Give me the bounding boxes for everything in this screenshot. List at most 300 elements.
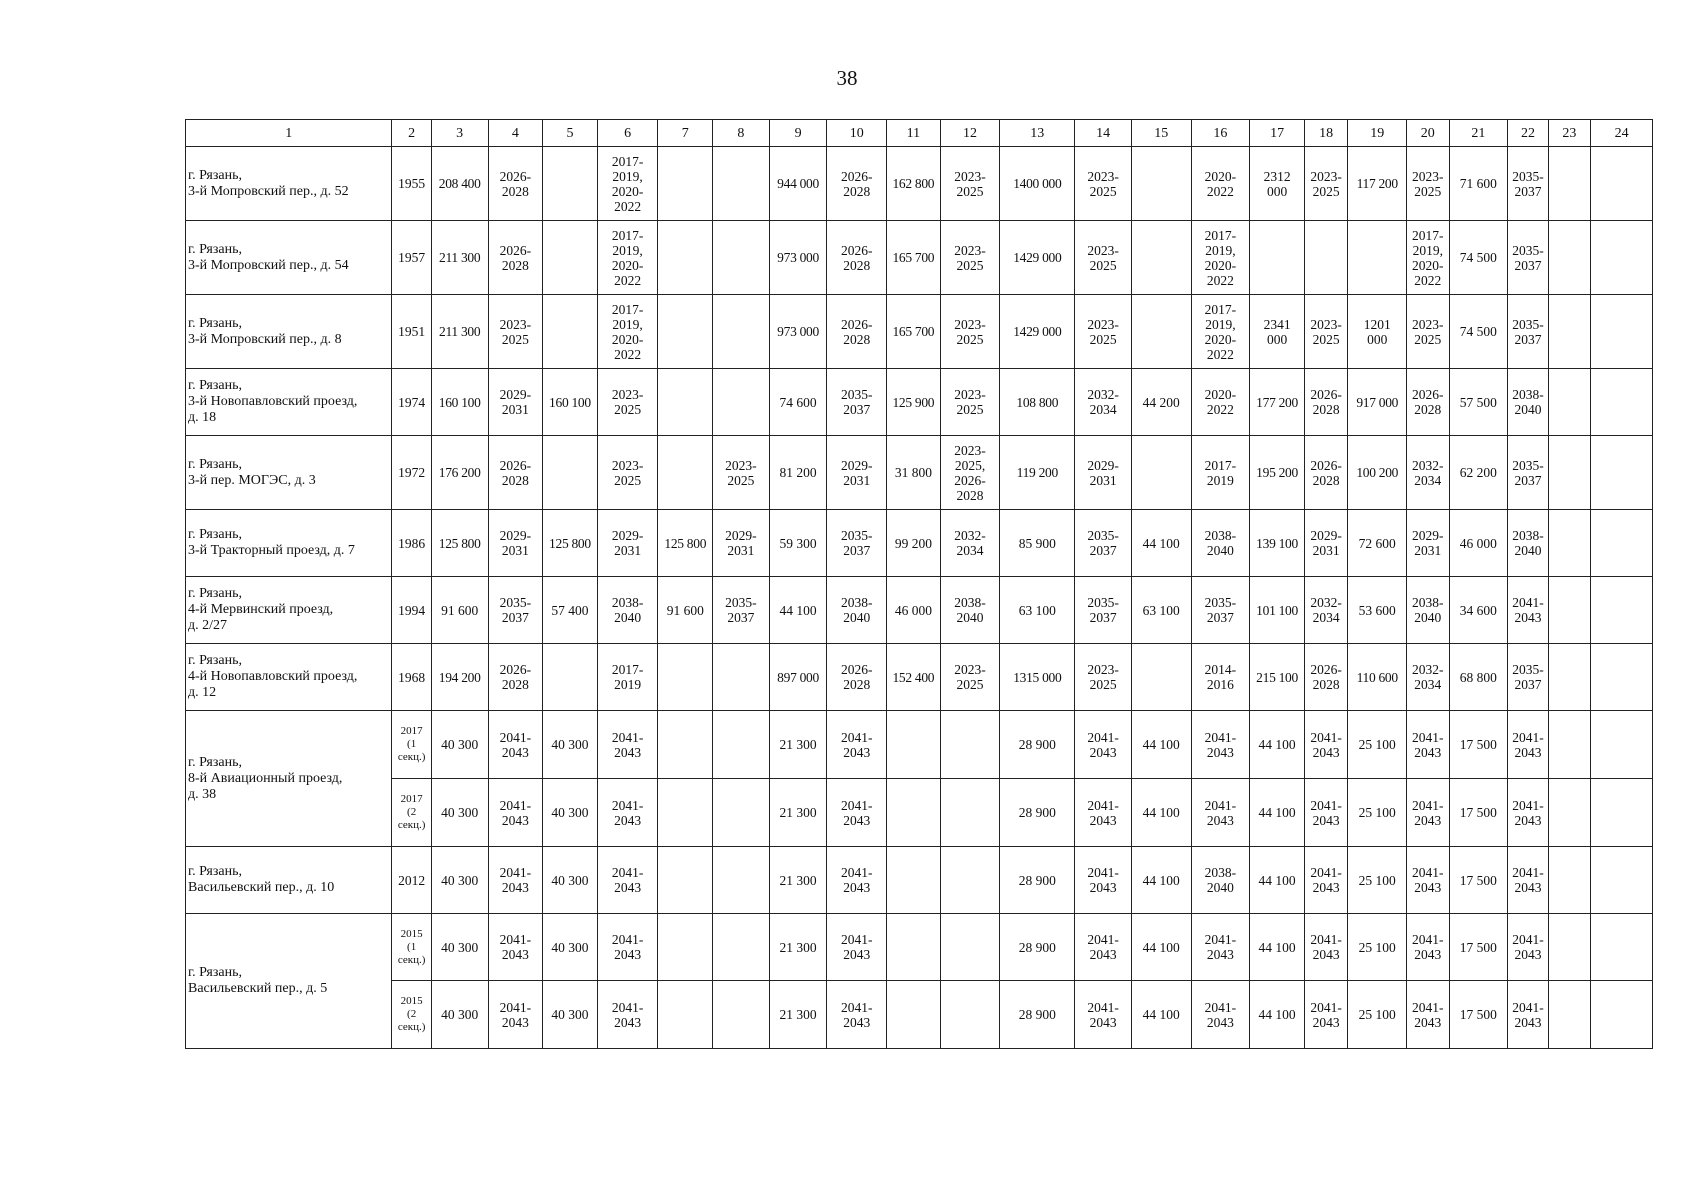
table-cell: 2035- 2037 [713, 577, 770, 644]
table-cell [713, 981, 770, 1049]
table-cell: 1951 [392, 295, 431, 369]
table-cell: 40 300 [431, 981, 488, 1049]
table-cell: 2029- 2031 [1407, 510, 1449, 577]
table-cell: 2029- 2031 [597, 510, 658, 577]
table-cell [940, 914, 1000, 981]
table-cell: 2041- 2043 [1304, 981, 1348, 1049]
table-cell: 44 100 [1250, 779, 1305, 847]
table-cell: 2023- 2025 [1075, 295, 1132, 369]
table-cell: 57 400 [543, 577, 598, 644]
table-cell: 1400 000 [1000, 147, 1075, 221]
table-cell: 2017 (2 секц.) [392, 779, 431, 847]
table-cell [1548, 711, 1590, 779]
table-cell: 2038- 2040 [1508, 510, 1548, 577]
col-header: 24 [1591, 120, 1653, 147]
table-cell: 40 300 [431, 779, 488, 847]
table-cell: 2023- 2025 [1075, 221, 1132, 295]
col-header: 4 [488, 120, 543, 147]
table-cell: 1974 [392, 369, 431, 436]
table-cell: 2035- 2037 [1508, 221, 1548, 295]
table-cell: 2032- 2034 [940, 510, 1000, 577]
table-cell [1591, 295, 1653, 369]
table-cell: 2035- 2037 [488, 577, 543, 644]
table-cell: 40 300 [543, 711, 598, 779]
table-cell: 2014- 2016 [1191, 644, 1250, 711]
table-cell: 72 600 [1348, 510, 1407, 577]
address-cell: г. Рязань, 4-й Новопавловский проезд, д. 12 [186, 644, 392, 711]
table-cell [1548, 295, 1590, 369]
table-cell: 74 600 [769, 369, 827, 436]
table-cell: 2017- 2019 [597, 644, 658, 711]
table-cell: 2032- 2034 [1304, 577, 1348, 644]
address-cell: г. Рязань, 3-й Мопровский пер., д. 8 [186, 295, 392, 369]
table-cell [887, 779, 941, 847]
table-cell: 1315 000 [1000, 644, 1075, 711]
table-cell: 119 200 [1000, 436, 1075, 510]
table-cell: 2017- 2019, 2020- 2022 [597, 221, 658, 295]
table-cell: 2017- 2019 [1191, 436, 1250, 510]
table-cell: 944 000 [769, 147, 827, 221]
table-cell [658, 981, 713, 1049]
table-row [186, 369, 1653, 436]
table-cell [1250, 221, 1305, 295]
table-cell: 917 000 [1348, 369, 1407, 436]
table-cell: 2015 (1 секц.) [392, 914, 431, 981]
table-cell: 81 200 [769, 436, 827, 510]
table-cell: 44 100 [1250, 914, 1305, 981]
table-cell [658, 436, 713, 510]
table-cell [1131, 295, 1191, 369]
table-cell [940, 847, 1000, 914]
col-header: 3 [431, 120, 488, 147]
table-cell [1591, 436, 1653, 510]
table-cell [658, 711, 713, 779]
table-cell: 2023- 2025, 2026- 2028 [940, 436, 1000, 510]
table-body [186, 147, 1653, 1049]
table-cell [887, 914, 941, 981]
table-cell: 2035- 2037 [1508, 295, 1548, 369]
table-cell: 2023- 2025 [1075, 644, 1132, 711]
table-cell: 44 100 [1250, 711, 1305, 779]
table-cell [1548, 510, 1590, 577]
table-cell: 2038- 2040 [940, 577, 1000, 644]
table-cell [713, 221, 770, 295]
table-cell: 2026- 2028 [827, 295, 887, 369]
table-cell: 176 200 [431, 436, 488, 510]
table-cell [1548, 914, 1590, 981]
table-cell: 2041- 2043 [1304, 847, 1348, 914]
table-cell [1548, 981, 1590, 1049]
table-cell: 44 100 [1250, 847, 1305, 914]
table-cell: 17 500 [1449, 847, 1508, 914]
col-header: 22 [1508, 120, 1548, 147]
table-cell: 973 000 [769, 295, 827, 369]
table-cell: 110 600 [1348, 644, 1407, 711]
table-cell: 152 400 [887, 644, 941, 711]
col-header: 21 [1449, 120, 1508, 147]
table-row [186, 577, 1653, 644]
table-cell: 208 400 [431, 147, 488, 221]
table-cell [658, 779, 713, 847]
table-cell: 74 500 [1449, 295, 1508, 369]
table-cell: 2023- 2025 [1075, 147, 1132, 221]
table-cell [713, 914, 770, 981]
table-cell: 1994 [392, 577, 431, 644]
table-cell: 2038- 2040 [1508, 369, 1548, 436]
table-cell: 2023- 2025 [940, 644, 1000, 711]
table-cell: 25 100 [1348, 711, 1407, 779]
table-row [186, 436, 1653, 510]
table-cell [1591, 577, 1653, 644]
table-cell [940, 981, 1000, 1049]
table-cell: 91 600 [431, 577, 488, 644]
table-row [186, 981, 1653, 1049]
table-cell: 2023- 2025 [940, 221, 1000, 295]
table-cell: 40 300 [431, 711, 488, 779]
table-cell: 2015 (2 секц.) [392, 981, 431, 1049]
table-cell: 1429 000 [1000, 295, 1075, 369]
table-cell [1591, 981, 1653, 1049]
table-cell [1591, 369, 1653, 436]
table-cell: 2041- 2043 [1508, 711, 1548, 779]
table-cell: 2041- 2043 [1191, 981, 1250, 1049]
table-cell [658, 295, 713, 369]
table-cell [1131, 147, 1191, 221]
table-cell: 1955 [392, 147, 431, 221]
table-row [186, 147, 1653, 221]
address-cell: г. Рязань, 3-й Мопровский пер., д. 52 [186, 147, 392, 221]
table-cell: 108 800 [1000, 369, 1075, 436]
table-cell: 215 100 [1250, 644, 1305, 711]
table-cell: 165 700 [887, 295, 941, 369]
table-cell: 44 100 [1131, 847, 1191, 914]
col-header: 17 [1250, 120, 1305, 147]
table-cell: 139 100 [1250, 510, 1305, 577]
table-cell: 2035- 2037 [1508, 644, 1548, 711]
table-cell: 91 600 [658, 577, 713, 644]
address-cell: г. Рязань, 3-й Тракторный проезд, д. 7 [186, 510, 392, 577]
table-row [186, 510, 1653, 577]
table-cell [940, 779, 1000, 847]
table-cell: 2020- 2022 [1191, 147, 1250, 221]
table-cell: 2041- 2043 [1508, 779, 1548, 847]
table-cell [1591, 914, 1653, 981]
table-row [186, 295, 1653, 369]
table-row [186, 779, 1653, 847]
table-cell: 2041- 2043 [1407, 847, 1449, 914]
table-cell: 2041- 2043 [1304, 779, 1348, 847]
table-row [186, 221, 1653, 295]
table-cell [1591, 847, 1653, 914]
table-cell: 2023- 2025 [1407, 147, 1449, 221]
table-cell: 21 300 [769, 779, 827, 847]
table-cell [887, 847, 941, 914]
table-cell [887, 711, 941, 779]
table-cell: 2029- 2031 [1075, 436, 1132, 510]
table-cell: 2035- 2037 [827, 369, 887, 436]
table-cell: 2035- 2037 [1191, 577, 1250, 644]
table-cell [1548, 847, 1590, 914]
table-cell: 2023- 2025 [713, 436, 770, 510]
col-header: 9 [769, 120, 827, 147]
table-cell: 59 300 [769, 510, 827, 577]
table-cell: 40 300 [543, 779, 598, 847]
table-cell [543, 221, 598, 295]
table-cell: 53 600 [1348, 577, 1407, 644]
table-cell: 2023- 2025 [940, 369, 1000, 436]
table-cell: 2026- 2028 [488, 221, 543, 295]
table-cell: 2041- 2043 [827, 914, 887, 981]
table-cell: 2041- 2043 [1407, 779, 1449, 847]
table-cell: 2035- 2037 [1508, 436, 1548, 510]
table-cell [658, 369, 713, 436]
table-cell: 62 200 [1449, 436, 1508, 510]
table-cell [543, 147, 598, 221]
table-cell: 40 300 [431, 847, 488, 914]
table-cell: 85 900 [1000, 510, 1075, 577]
table-cell: 46 000 [887, 577, 941, 644]
table-cell: 63 100 [1131, 577, 1191, 644]
table-cell: 211 300 [431, 221, 488, 295]
table-cell: 2041- 2043 [1407, 914, 1449, 981]
table-cell [1548, 644, 1590, 711]
table-cell: 28 900 [1000, 914, 1075, 981]
table-cell: 2029- 2031 [713, 510, 770, 577]
table-cell [658, 914, 713, 981]
table-cell: 2026- 2028 [827, 147, 887, 221]
table-cell [1591, 147, 1653, 221]
table-cell: 2035- 2037 [1075, 510, 1132, 577]
table-cell: 2312 000 [1250, 147, 1305, 221]
table-cell: 2041- 2043 [488, 981, 543, 1049]
table-cell: 2041- 2043 [1191, 779, 1250, 847]
table-cell: 2023- 2025 [597, 436, 658, 510]
col-header: 14 [1075, 120, 1132, 147]
table-cell: 2017- 2019, 2020- 2022 [1407, 221, 1449, 295]
table-cell [713, 711, 770, 779]
table-cell: 211 300 [431, 295, 488, 369]
table-cell: 2041- 2043 [827, 981, 887, 1049]
table-cell: 17 500 [1449, 981, 1508, 1049]
table-cell [940, 711, 1000, 779]
table-cell: 2026- 2028 [1304, 436, 1348, 510]
table-cell: 2029- 2031 [827, 436, 887, 510]
table-cell [1131, 644, 1191, 711]
table-cell [1131, 221, 1191, 295]
table-cell: 165 700 [887, 221, 941, 295]
table-cell: 2029- 2031 [488, 369, 543, 436]
table-cell: 68 800 [1449, 644, 1508, 711]
table-cell: 2026- 2028 [827, 221, 887, 295]
table-cell [1591, 711, 1653, 779]
col-header: 7 [658, 120, 713, 147]
table-cell [1548, 369, 1590, 436]
table-cell: 25 100 [1348, 779, 1407, 847]
col-header: 15 [1131, 120, 1191, 147]
col-header: 16 [1191, 120, 1250, 147]
table-cell [543, 436, 598, 510]
table-cell: 195 200 [1250, 436, 1305, 510]
table-cell: 17 500 [1449, 711, 1508, 779]
table-cell: 2017- 2019, 2020- 2022 [597, 295, 658, 369]
table-cell: 2023- 2025 [488, 295, 543, 369]
table-cell [658, 147, 713, 221]
table-cell: 44 100 [1131, 779, 1191, 847]
table-cell: 2041- 2043 [597, 981, 658, 1049]
table-cell: 2035- 2037 [1075, 577, 1132, 644]
table-cell [1548, 577, 1590, 644]
address-cell: г. Рязань, Васильевский пер., д. 10 [186, 847, 392, 914]
table-cell: 2041- 2043 [1407, 981, 1449, 1049]
table-cell: 2038- 2040 [827, 577, 887, 644]
table-cell: 40 300 [543, 981, 598, 1049]
table-row [186, 914, 1653, 981]
table-cell: 2029- 2031 [1304, 510, 1348, 577]
col-header: 23 [1548, 120, 1590, 147]
table-cell: 44 100 [1131, 510, 1191, 577]
table-cell: 2041- 2043 [1075, 914, 1132, 981]
table-cell: 177 200 [1250, 369, 1305, 436]
table-cell: 44 100 [769, 577, 827, 644]
table-cell: 2041- 2043 [827, 711, 887, 779]
table-cell: 34 600 [1449, 577, 1508, 644]
table-cell: 1986 [392, 510, 431, 577]
table-cell: 1968 [392, 644, 431, 711]
table-cell: 2035- 2037 [827, 510, 887, 577]
table-cell: 71 600 [1449, 147, 1508, 221]
table-cell: 2041- 2043 [1075, 981, 1132, 1049]
table-cell [713, 369, 770, 436]
table-row [186, 644, 1653, 711]
table-cell: 28 900 [1000, 711, 1075, 779]
table-cell: 160 100 [431, 369, 488, 436]
table-cell: 125 800 [543, 510, 598, 577]
table-cell: 21 300 [769, 981, 827, 1049]
table-cell: 2017- 2019, 2020- 2022 [1191, 295, 1250, 369]
table-cell: 17 500 [1449, 779, 1508, 847]
table-cell: 2041- 2043 [488, 779, 543, 847]
table-cell: 25 100 [1348, 981, 1407, 1049]
table-cell: 63 100 [1000, 577, 1075, 644]
table-cell [1548, 779, 1590, 847]
table-cell: 2041- 2043 [1075, 847, 1132, 914]
table-cell [1304, 221, 1348, 295]
table-cell: 2038- 2040 [1407, 577, 1449, 644]
table-cell [1131, 436, 1191, 510]
table-cell: 2041- 2043 [488, 914, 543, 981]
table-cell [658, 221, 713, 295]
table-cell: 2041- 2043 [597, 914, 658, 981]
table-cell: 1429 000 [1000, 221, 1075, 295]
address-cell: г. Рязань, 3-й Мопровский пер., д. 54 [186, 221, 392, 295]
col-header: 19 [1348, 120, 1407, 147]
table-cell: 162 800 [887, 147, 941, 221]
col-header: 13 [1000, 120, 1075, 147]
table-cell: 2032- 2034 [1075, 369, 1132, 436]
col-header: 12 [940, 120, 1000, 147]
table-row [186, 847, 1653, 914]
table-cell [1348, 221, 1407, 295]
table-cell [1548, 436, 1590, 510]
table-cell: 2026- 2028 [1304, 644, 1348, 711]
table-cell: 2041- 2043 [1304, 711, 1348, 779]
table-cell: 40 300 [431, 914, 488, 981]
col-header: 5 [543, 120, 598, 147]
table-cell: 2023- 2025 [1407, 295, 1449, 369]
table-cell [713, 147, 770, 221]
table-cell: 2041- 2043 [1508, 981, 1548, 1049]
table-cell: 2020- 2022 [1191, 369, 1250, 436]
table-cell: 2041- 2043 [1191, 711, 1250, 779]
table-cell [1591, 779, 1653, 847]
table-cell: 2023- 2025 [1304, 295, 1348, 369]
table-cell: 194 200 [431, 644, 488, 711]
table-cell: 2041- 2043 [827, 847, 887, 914]
table-cell: 2041- 2043 [488, 711, 543, 779]
table-cell: 57 500 [1449, 369, 1508, 436]
table-cell: 99 200 [887, 510, 941, 577]
table-cell [713, 779, 770, 847]
table-cell: 31 800 [887, 436, 941, 510]
table-cell: 25 100 [1348, 914, 1407, 981]
table-cell: 2041- 2043 [1304, 914, 1348, 981]
table-cell: 2041- 2043 [597, 847, 658, 914]
table-cell: 2032- 2034 [1407, 644, 1449, 711]
table-cell: 2026- 2028 [1304, 369, 1348, 436]
table-cell: 2026- 2028 [1407, 369, 1449, 436]
table-cell: 2012 [392, 847, 431, 914]
table-cell: 28 900 [1000, 779, 1075, 847]
table-cell [1548, 147, 1590, 221]
table-cell: 2026- 2028 [488, 147, 543, 221]
address-cell: г. Рязань, 4-й Мервинский проезд, д. 2/27 [186, 577, 392, 644]
table-cell: 40 300 [543, 847, 598, 914]
table-cell [1591, 221, 1653, 295]
table-cell: 2038- 2040 [597, 577, 658, 644]
table-cell: 2017- 2019, 2020- 2022 [597, 147, 658, 221]
col-header: 18 [1304, 120, 1348, 147]
table-cell: 2341 000 [1250, 295, 1305, 369]
table-cell: 2041- 2043 [597, 779, 658, 847]
col-header: 2 [392, 120, 431, 147]
table-cell: 2023- 2025 [940, 295, 1000, 369]
table-cell: 2041- 2043 [597, 711, 658, 779]
address-cell: г. Рязань, 8-й Авиационный проезд, д. 38 [186, 711, 392, 847]
table-cell: 101 100 [1250, 577, 1305, 644]
table-cell [543, 295, 598, 369]
table-cell: 2041- 2043 [488, 847, 543, 914]
table-cell: 2041- 2043 [1508, 577, 1548, 644]
table-cell: 973 000 [769, 221, 827, 295]
table-cell: 2035- 2037 [1508, 147, 1548, 221]
col-header: 10 [827, 120, 887, 147]
table-cell: 2041- 2043 [1407, 711, 1449, 779]
table-cell: 21 300 [769, 847, 827, 914]
table-cell: 125 800 [658, 510, 713, 577]
address-cell: г. Рязань, 3-й Новопавловский проезд, д. 18 [186, 369, 392, 436]
table-cell: 2041- 2043 [1508, 847, 1548, 914]
col-header: 11 [887, 120, 941, 147]
table-cell [713, 847, 770, 914]
table-cell: 46 000 [1449, 510, 1508, 577]
table-cell: 2017- 2019, 2020- 2022 [1191, 221, 1250, 295]
table-cell [713, 295, 770, 369]
col-header: 1 [186, 120, 392, 147]
table-cell: 100 200 [1348, 436, 1407, 510]
table-cell: 125 900 [887, 369, 941, 436]
table-cell: 2026- 2028 [488, 644, 543, 711]
address-cell: г. Рязань, 3-й пер. МОГЭС, д. 3 [186, 436, 392, 510]
